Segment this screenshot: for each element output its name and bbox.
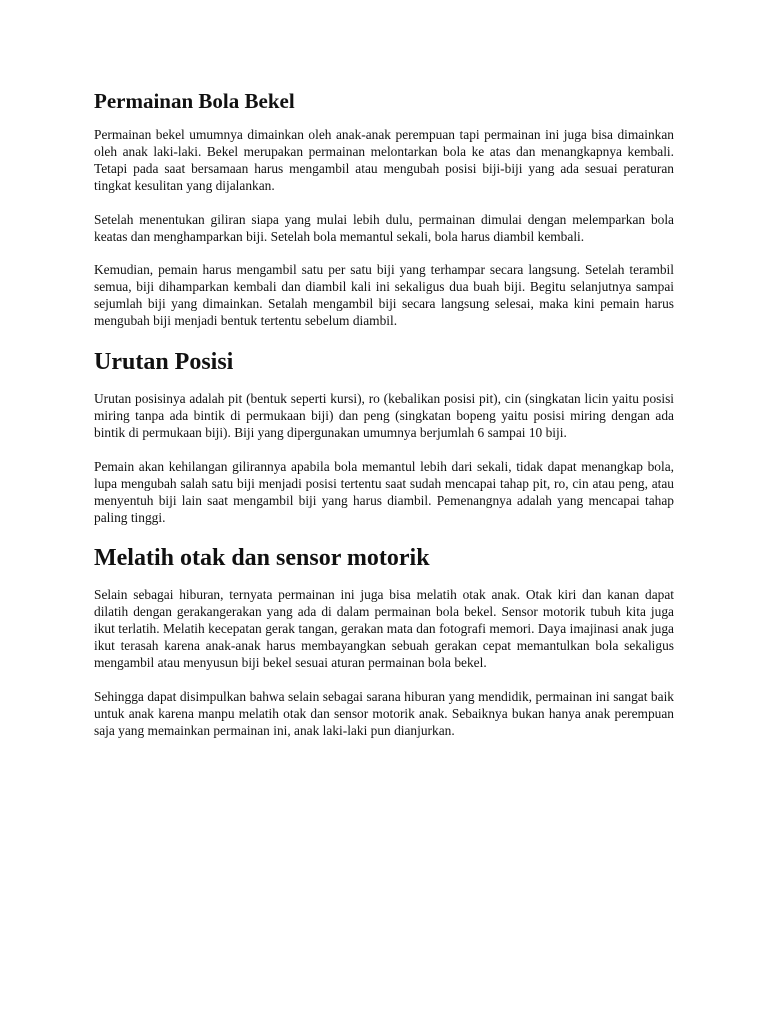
paragraph: Urutan posisinya adalah pit (bentuk seperti kursi), ro (kebalikan posisi pit), cin (singkatan licin yaitu posisi miring tanpa ada bintik di permukaan biji) dan peng (singkatan bopeng yaitu posisi miring dengan ada bintik di permukaan biji). Biji yang dipergunakan umumnya berjumlah 6 sampai 10 biji. [94,391,674,440]
paragraph: Kemudian, pemain harus mengambil satu per satu biji yang terhampar secara langsung. Setelah terambil semua, biji dihamparkan kembali dan diambil kali ini sekaligus dua buah biji. Begitu selanjutnya sampai sejumlah biji yang dimainkan. Setalah mengambil biji secara langsung selesai, maka kini pemain harus mengubah biji menjadi bentuk tertentu sebelum diambil. [94,262,674,329]
section-title-urutan-posisi: Urutan Posisi [94,349,234,376]
document-page [94,88,674,757]
paragraph: Selain sebagai hiburan, ternyata permainan ini juga bisa melatih otak anak. Otak kiri dan kanan dapat dilatih dengan gerakangerakan yang ada di dalam permainan bola bekel. Sensor motorik tubuh kita juga ikut terlatih. Melatih kecepatan gerak tangan, gerakan mata dan fotografi memori. Daya imajinasi anak juga ikut terasah karena anak-anak harus membayangkan sebuah gerakan cepat memantulkan bola sekaligus mengambil atau menyusun biji bekel sesuai aturan permainan bola bekel. [94,587,674,671]
section-title-melatih-otak: Melatih otak dan sensor motorik [94,545,430,572]
section-title-permainan-bola-bekel: Permainan Bola Bekel [94,89,295,113]
paragraph: Setelah menentukan giliran siapa yang mulai lebih dulu, permainan dimulai dengan melemparkan bola keatas dan menghamparkan biji. Setelah bola memantul sekali, bola harus diambil kembali. [94,211,674,244]
paragraph: Sehingga dapat disimpulkan bahwa selain sebagai sarana hiburan yang mendidik, permainan ini sangat baik untuk anak karena manpu melatih otak dan sensor motorik anak. Sebaiknya bukan hanya anak perempuan saja yang memainkan permainan ini, anak laki-laki pun dianjurkan. [94,688,674,738]
paragraph: Pemain akan kehilangan gilirannya apabila bola memantul lebih dari sekali, tidak dapat menangkap bola, lupa mengubah salah satu biji menjadi posisi tertentu saat sudah mencapai tahap pit, ro, cin atau peng, atau menyentuh biji lain saat mengambil biji yang harus diambil. Pemenangnya adalah yang mencapai tahap paling tinggi. [94,458,674,525]
paragraph: Permainan bekel umumnya dimainkan oleh anak-anak perempuan tapi permainan ini juga bisa dimainkan oleh anak laki-laki. Bekel merupakan permainan melontarkan bola ke atas dan menangkapnya kembali. Tetapi pada saat bersamaan harus mengambil atau mengubah posisi biji-biji yang ada sesuai peraturan tingkat kesulitan yang dijalankan. [94,127,674,193]
